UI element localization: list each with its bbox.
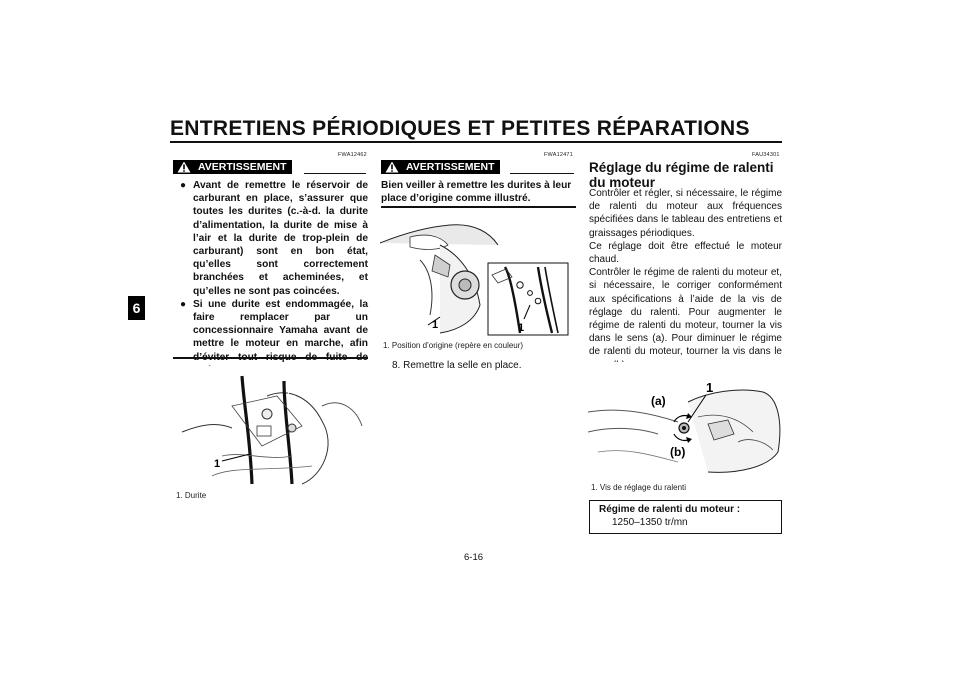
direction-label-b: (b) [670,445,686,459]
warning-end-rule [381,206,576,208]
warning-label: AVERTISSEMENT [406,161,495,173]
bullet-text: Avant de remettre le réservoir de carburant en place, s’assurer que toutes les durites (c.-à-d. la durite d’alimentation, la durite de mise à l’air et la durite de trop-plein de carburant) sont en bon état, qu’elles sont correctement branchées et acheminées, et qu’elles ne sont pas coincées. [193,180,368,297]
bullet-icon: ● [180,298,187,310]
figure-callout: 1 [706,380,714,395]
idle-screw-figure [588,362,784,478]
section-code: FAU34301 [752,152,780,158]
section-body [589,187,782,372]
hose-position-figure [380,215,576,337]
figure-caption: 1. Position d’origine (repère en couleur) [383,341,524,350]
figure-caption: 1. Vis de réglage du ralenti [591,483,687,492]
page-number: 6-16 [464,552,484,563]
warning-bullet-list [180,179,368,377]
figure-callout: 1 [214,458,221,470]
figure-caption: 1. Durite [176,491,207,500]
page-title: ENTRETIENS PÉRIODIQUES ET PETITES RÉPARATIONS [170,117,750,140]
warning-badge [381,160,500,174]
spec-box [589,500,782,534]
warning-rule [510,173,574,174]
direction-label-a: (a) [651,394,666,408]
warning-label: AVERTISSEMENT [198,161,287,173]
warning-rule [304,173,366,174]
body-paragraph: Contrôler et régler, si nécessaire, le régime de ralenti du moteur aux fréquences spécifiées dans le tableau des entretiens et graissages périodiques. [589,188,782,239]
figure-callout: 1 [518,322,525,334]
warning-triangle-icon [177,161,191,173]
list-item [180,179,368,298]
warning-badge [173,160,292,174]
warning-text: Bien veiller à remettre les durites à leur place d’origine comme illustré. [381,180,572,205]
bullet-text: Si une durite est endommagée, la faire remplacer par un concessionnaire Yamaha avant de mettre le moteur en marche, afin [193,298,368,350]
spec-label: Régime de ralenti du moteur : [599,504,741,515]
figure-callout: 1 [432,319,439,331]
bullet-icon: ● [180,180,187,191]
durite-figure [172,366,368,486]
chapter-tab: 6 [128,296,145,320]
warning-code: FWA12471 [544,152,573,158]
section-title: Réglage du régime de ralenti du moteur [589,160,774,190]
step-text: 8. Remettre la selle en place. [392,360,522,371]
spec-value: 1250–1350 tr/mn [612,517,688,528]
warning-end-rule [173,357,368,359]
warning-code: FWA12462 [338,152,367,158]
body-paragraph: Ce réglage doit être effectué le moteur chaud. [589,240,782,266]
warning-triangle-icon [385,161,399,173]
body-paragraph: Contrôler le régime de ralenti du moteur et, si nécessaire, le corriger conformément aux spécifications à l’aide de la vis de réglage du ralenti. Pour augmenter le régime de ralenti du moteur, tourner la vis dans le sens (a). Pour diminuer le régime de ralenti du moteur, tourner la vis dans le [589,267,782,358]
header-rule [170,141,782,143]
